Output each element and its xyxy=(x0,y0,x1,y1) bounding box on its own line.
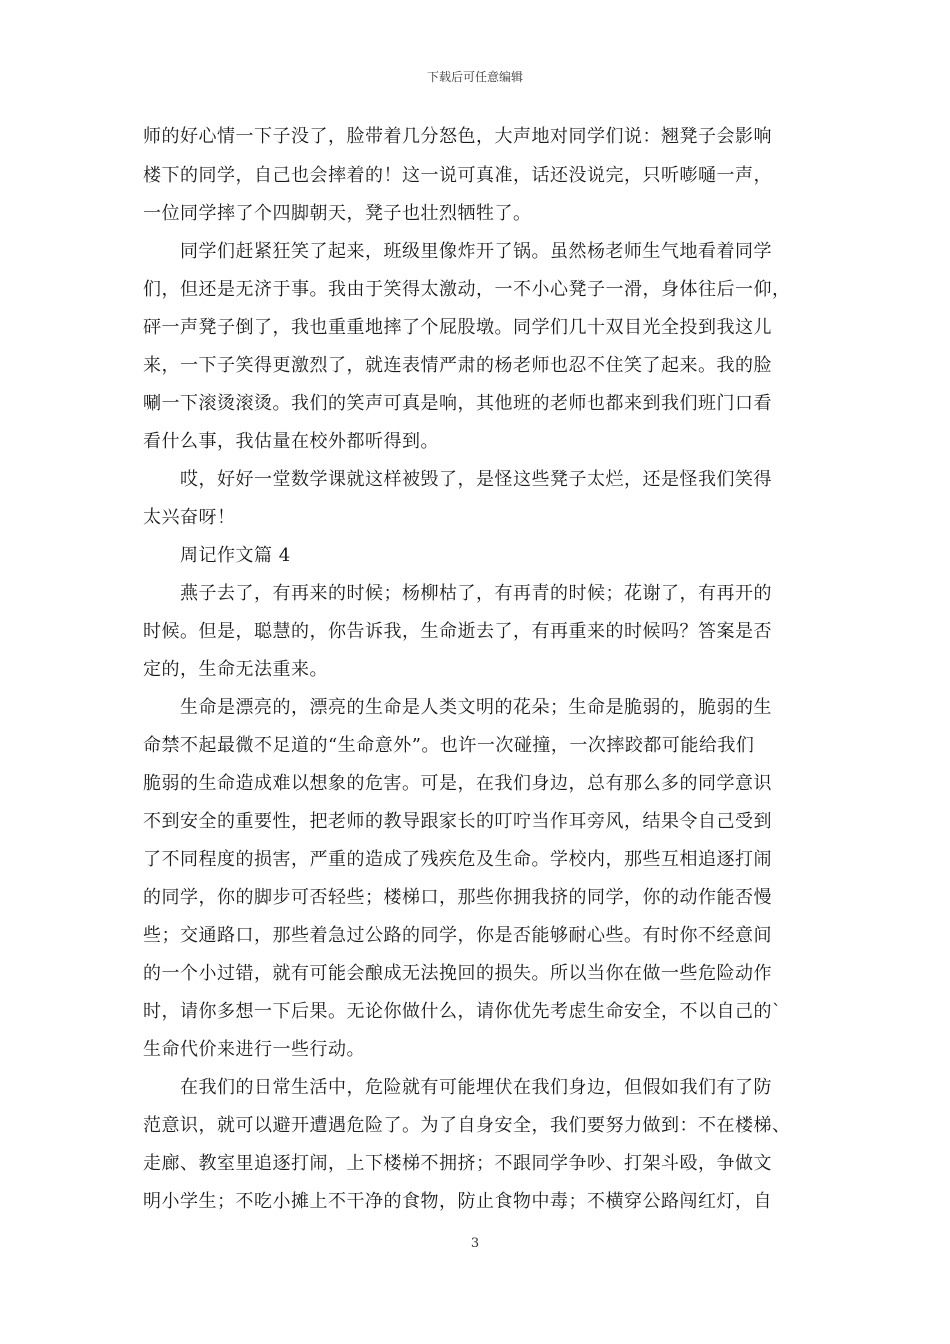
text-line: 走廊、教室里追逐打闹，上下楼梯不拥挤；不跟同学争吵、打架斗殴，争做文 xyxy=(143,1153,772,1174)
text-line: 脆弱的生命造成难以想象的危害。可是，在我们身边，总有那么多的同学意识 xyxy=(143,773,772,794)
paragraph-first-line: 在我们的日常生活中，危险就有可能埋伏在我们身边，但假如我们有了防 xyxy=(180,1077,772,1098)
text-line: 命禁不起最微不足道的“生命意外”。也许一次碰撞，一次摔跤都可能给我们 xyxy=(143,735,755,756)
page-number: 3 xyxy=(470,1236,480,1251)
text-line: 不到安全的重要性，把老师的教导跟家长的叮咛当作耳旁风，结果令自己受到 xyxy=(143,811,772,832)
text-line: 们，但还是无济于事。我由于笑得太激动，一不小心凳子一滑，身体往后一仰， xyxy=(143,279,791,300)
text-line: 来，一下子笑得更激烈了，就连表情严肃的杨老师也忍不住笑了起来。我的脸 xyxy=(143,355,772,376)
paragraph-first-line: 燕子去了，有再来的时候；杨柳枯了，有再青的时候；花谢了，有再开的 xyxy=(180,583,772,604)
paragraph-first-line: 生命是漂亮的，漂亮的生命是人类文明的花朵；生命是脆弱的，脆弱的生 xyxy=(180,697,772,718)
text-line: 范意识，就可以避开遭遇危险了。为了自身安全，我们要努力做到：不在楼梯、 xyxy=(143,1115,791,1136)
text-line: 师的好心情一下子没了，脸带着几分怒色，大声地对同学们说：翘凳子会影响 xyxy=(143,126,772,147)
text-line: 了不同程度的损害，严重的造成了残疾危及生命。学校内，那些互相追逐打闹 xyxy=(143,849,772,870)
section-heading: 周记作文篇 4 xyxy=(180,545,291,566)
text-line: 生命代价来进行一些行动。 xyxy=(143,1039,365,1060)
text-line: 些；交通路口，那些着急过公路的同学，你是否能够耐心些。有时你不经意间 xyxy=(143,925,772,946)
text-line: 时，请你多想一下后果。无论你做什么，请你优先考虑生命安全，不以自己的` xyxy=(143,1001,782,1022)
text-line: 看什么事，我估量在校外都听得到。 xyxy=(143,431,439,452)
text-line: 时候。但是，聪慧的，你告诉我，生命逝去了，有再重来的时候吗？答案是否 xyxy=(143,621,772,642)
text-line: 砰一声凳子倒了，我也重重地摔了个屁股墩。同学们几十双目光全投到我这儿 xyxy=(143,317,772,338)
text-line: 定的，生命无法重来。 xyxy=(143,659,328,680)
text-line: 唰一下滚烫滚烫。我们的笑声可真是响，其他班的老师也都来到我们班门口看 xyxy=(143,393,772,414)
text-line: 太兴奋呀！ xyxy=(143,507,236,528)
text-line: 的一个小过错，就有可能会酿成无法挽回的损失。所以当你在做一些危险动作 xyxy=(143,963,772,984)
paragraph-first-line: 哎，好好一堂数学课就这样被毁了，是怪这些凳子太烂，还是怪我们笑得 xyxy=(180,469,772,490)
text-line: 明小学生；不吃小摊上不干净的食物，防止食物中毒；不横穿公路闯红灯，自 xyxy=(143,1191,772,1212)
text-line: 一位同学摔了个四脚朝天，凳子也壮烈牺牲了。 xyxy=(143,203,532,224)
page-header: 下载后可任意编辑 xyxy=(426,70,523,84)
text-line: 楼下的同学，自己也会摔着的！这一说可真准，话还没说完，只听嘭嗵一声， xyxy=(143,165,772,186)
paragraph-first-line: 同学们赶紧狂笑了起来，班级里像炸开了锅。虽然杨老师生气地看着同学 xyxy=(180,241,772,262)
text-line: 的同学，你的脚步可否轻些；楼梯口，那些你拥我挤的同学，你的动作能否慢 xyxy=(143,887,772,908)
